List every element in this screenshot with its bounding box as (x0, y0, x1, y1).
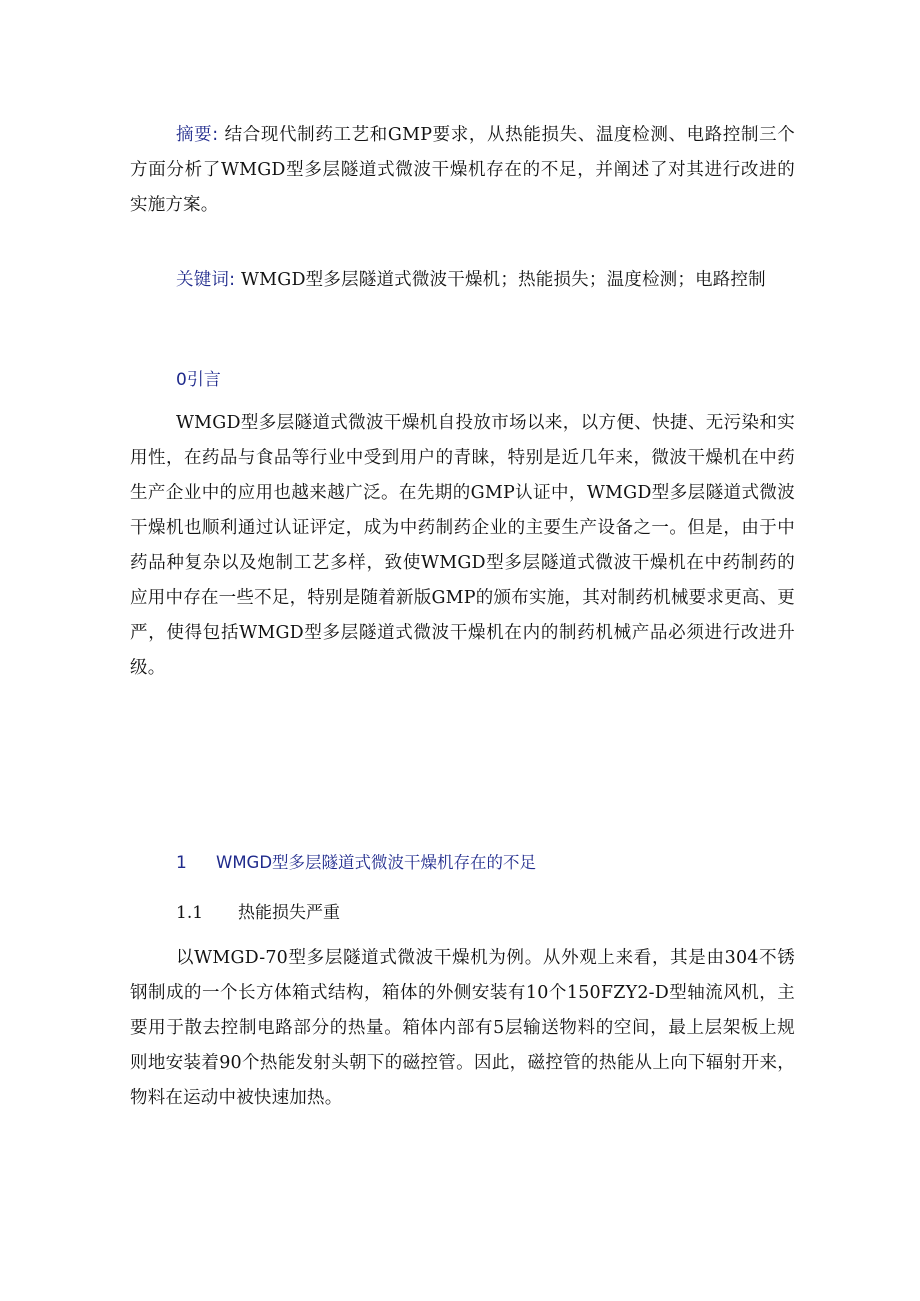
keywords-paragraph (130, 263, 795, 298)
section-1-1-paragraph: 以WMGD-70型多层隧道式微波干燥机为例。从外观上来看，其是由304不锈钢制成的一个长方体箱式结构，箱体的外侧安装有10个150FZY2-D型轴流风机，主要用于散去控制电路部分的热量。箱体内部有5层输送物料的空间，最上层架板上规则地安装着90个热能发射头朝下的磁控管。因此，磁控管的热能从上向下辐射开来，物料在运动中被快速加热。 (130, 948, 795, 1108)
section-1-number: 1 (176, 853, 187, 873)
section-1-title: WMGD型多层隧道式微波干燥机存在的不足 (216, 853, 537, 872)
abstract-text: 结合现代制药工艺和GMP要求，从热能损失、温度检测、电路控制三个方面分析了WMGD型多层隧道式微波干燥机存在的不足，并阐述了对其进行改进的实施方案。 (130, 125, 796, 215)
abstract-paragraph (130, 118, 795, 223)
section-1-1-title: 热能损失严重 (238, 903, 340, 923)
keywords-label: 关键词: (176, 270, 236, 290)
keywords-text: WMGD型多层隧道式微波干燥机；热能损失；温度检测；电路控制 (240, 270, 766, 290)
intro-heading: 0引言 (176, 370, 221, 390)
abstract-label: 摘要: (176, 125, 219, 145)
section-1-1-number: 1.1 (176, 903, 204, 923)
intro-paragraph: WMGD型多层隧道式微波干燥机自投放市场以来，以方便、快捷、无污染和实用性，在药品与食品等行业中受到用户的青睐，特别是近几年来，微波干燥机在中药生产企业中的应用也越来越广泛。在先期的GMP认证中，WMGD型多层隧道式微波干燥机也顺利通过认证评定，成为中药制药企业的主要生产设备之一。但是，由于中药品种复杂以及炮制工艺多样，致使WMGD型多层隧道式微波干燥机在中药制药的应用中存在一些不足，特别是随着新版GMP的颁布实施，其对制药机械要求更高、更严，使得包括WMGD型多层隧道式微波干燥机在内的制药机械产品必须进行改进升级。 (130, 413, 795, 678)
